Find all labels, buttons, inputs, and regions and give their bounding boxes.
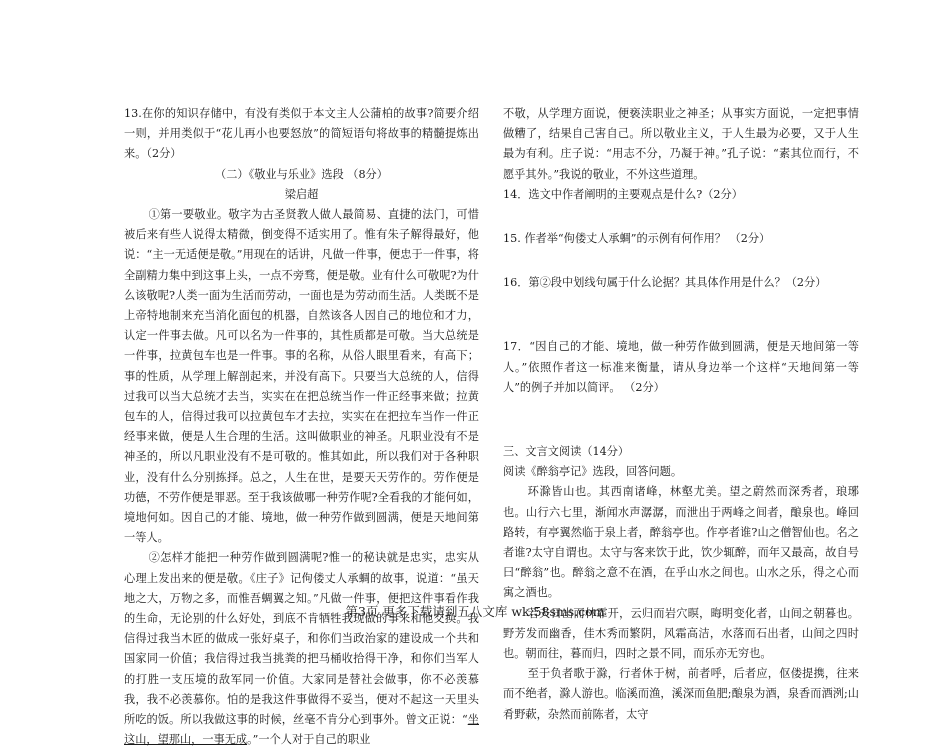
answer-space [503,249,859,273]
question-13: 13.在你的知识存储中，有没有类似于本文主人公蒲柏的故事?简要介绍一则，并用类似于“花儿再小也要怒放”的简短语句将故事的精髓提炼出来。（2分） [124,107,479,161]
section-3-intro: 阅读《醉翁亭记》选段，回答问题。 [503,465,683,479]
answer-space [503,293,859,337]
question-14: 14．选文中作者阐明的主要观点是什么?（2分） [503,187,743,201]
passage-continuation: 不敬，从学理方面说，便亵渎职业之神圣；从事实方面说，一定把事情做糟了，结果自己害自己。所以敬业主义，于人生最为必要，又于人生最为有利。庄子说：“用志不分，乃凝于神。”孔子说：“素其位而行，不愿乎其外。”我说的敬业，不外这些道理。 [503,107,859,181]
right-column [503,104,859,725]
paragraph-2-text: ②怎样才能把一种劳作做到圆满呢?惟一的秘诀就是忠实，忠实从心理上发出来的便是敬。《庄子》记佝偻丈人承蜩的故事，说道：“虽天地之大，万物之多，而惟吾蜩翼之知。”凡做一件事，便把这件事看作我的生命，无论别的什么好处，到底不肯牺牲我现做的事来和他交换。我信得过我当木匠的做成一张好桌子，和你们当政治家的建设成一个共和国家同一价值；我信得过我当挑粪的把马桶收拾得干净，和你们当军人的打胜一支压境的敌军同一价值。大家同是替社会做事，你不必羡慕我，我不必羡慕你。怕的是我这件事做得不妥当，便对不起这一天里头所吃的饭。所以我做这事的时候，丝毫不肯分心到事外。曾文正说：“ [124,551,479,727]
classical-paragraph-3: 至于负者歌于滁，行者休于树，前者呼，后者应，伛偻提携，往来而不绝者，滁人游也。临溪而渔，溪深而鱼肥;酿泉为酒，泉香而酒洌;山肴野蔌，杂然而前陈者，太守 [503,667,859,721]
page-footer: 第3页 更多下载请到五八文库 wk.58sms.com [345,604,605,619]
classical-paragraph-2: 若夫日出而林霏开，云归而岩穴暝，晦明变化者，山间之朝暮也。野芳发而幽香，佳木秀而繁阴，风霜高洁，水落而石出者，山间之四时也。朝而往，暮而归，四时之景不同，而乐亦无穷也。 [503,606,859,661]
passage-paragraph-1: ①第一要敬业。敬字为古圣贤教人做人最简易、直捷的法门，可惜被后来有些人说得太精微，倒变得不适实用了。惟有朱子解得最好，他说：“主一无适便是敬。”用现在的话讲，凡做一件事，便忠于一件事，将全副精力集中到这事上头，一点不旁骛，便是敬。业有什么可敬呢?为什么该敬呢?人类一面为生活而劳动，一面也是为劳动而生活。人类既不是上帝特地制来充当消化面包的机器，自然该各人因自己的地位和才力，认定一件事去做。凡可以名为一件事的，其性质都是可敬。当大总统是一件事，拉黄包车也是一件事。事的名称，从俗人眼里看来，有高下；事的性质，从学理上解剖起来，并没有高下。只要当大总统的人，信得过我可以当大总统才去当，实实在在把总统当作一件正经事来做；拉黄包车的人，信得过我可以拉黄包车才去拉，实实在在把拉车当作一件正经事来做，便是人生合理的生活。这叫做职业的神圣。凡职业没有不是神圣的，所以凡职业没有不是可敬的。惟其如此，所以我们对于各种职业，没有什么分别拣择。总之，人生在世，是要天天劳作的。劳作便是功德，不劳作便是罪恶。至于我该做哪一种劳作呢?全看我的才能何如，境地何如。因自己的才能、境地，做一种劳作做到圆满，便是天地间第一等人。 [124,208,479,545]
passage-paragraph-2 [124,548,479,750]
paragraph-2-tail: 。”一个人对于自己的职业 [247,733,371,747]
underlined-sentence: 坐这山，望那山，一事无成 [124,713,479,747]
classical-paragraph-1: 环滁皆山也。其西南诸峰，林壑尤美。望之蔚然而深秀者，琅琊也。山行六七里，渐闻水声潺潺，而泄出于两峰之间者，酿泉也。峰回路转，有亭翼然临于泉上者，醉翁亭也。作亭者谁?山之僧智仙也。名之者谁?太守自谓也。太守与客来饮于此，饮少辄醉，而年又最高，故自号曰“醉翁”也。醉翁之意不在酒，在乎山水之间也。山水之乐，得之心而寓之酒也。 [503,485,859,600]
answer-space [503,398,859,442]
question-16: 16．第②段中划线句属于什么论据？其具体作用是什么？（2分） [503,276,827,290]
question-17: 17．“因自己的才能、境地，做一种劳作做到圆满，便是天地间第一等人。”依照作者这一标准来衡量，请从身边举一个这样“天地间第一等人”的例子并加以简评。 （2分） [503,340,859,394]
left-column [124,104,479,751]
section-3-title: 三、文言文阅读（14分） [503,445,630,459]
answer-space [503,205,859,229]
section-title: （二）《敬业与乐业》选段 （8分） [215,167,388,181]
author-name: 梁启超 [284,187,319,201]
question-15: 15. 作者举“佝偻丈人承蜩”的示例有何作用？ （2分） [503,232,771,246]
